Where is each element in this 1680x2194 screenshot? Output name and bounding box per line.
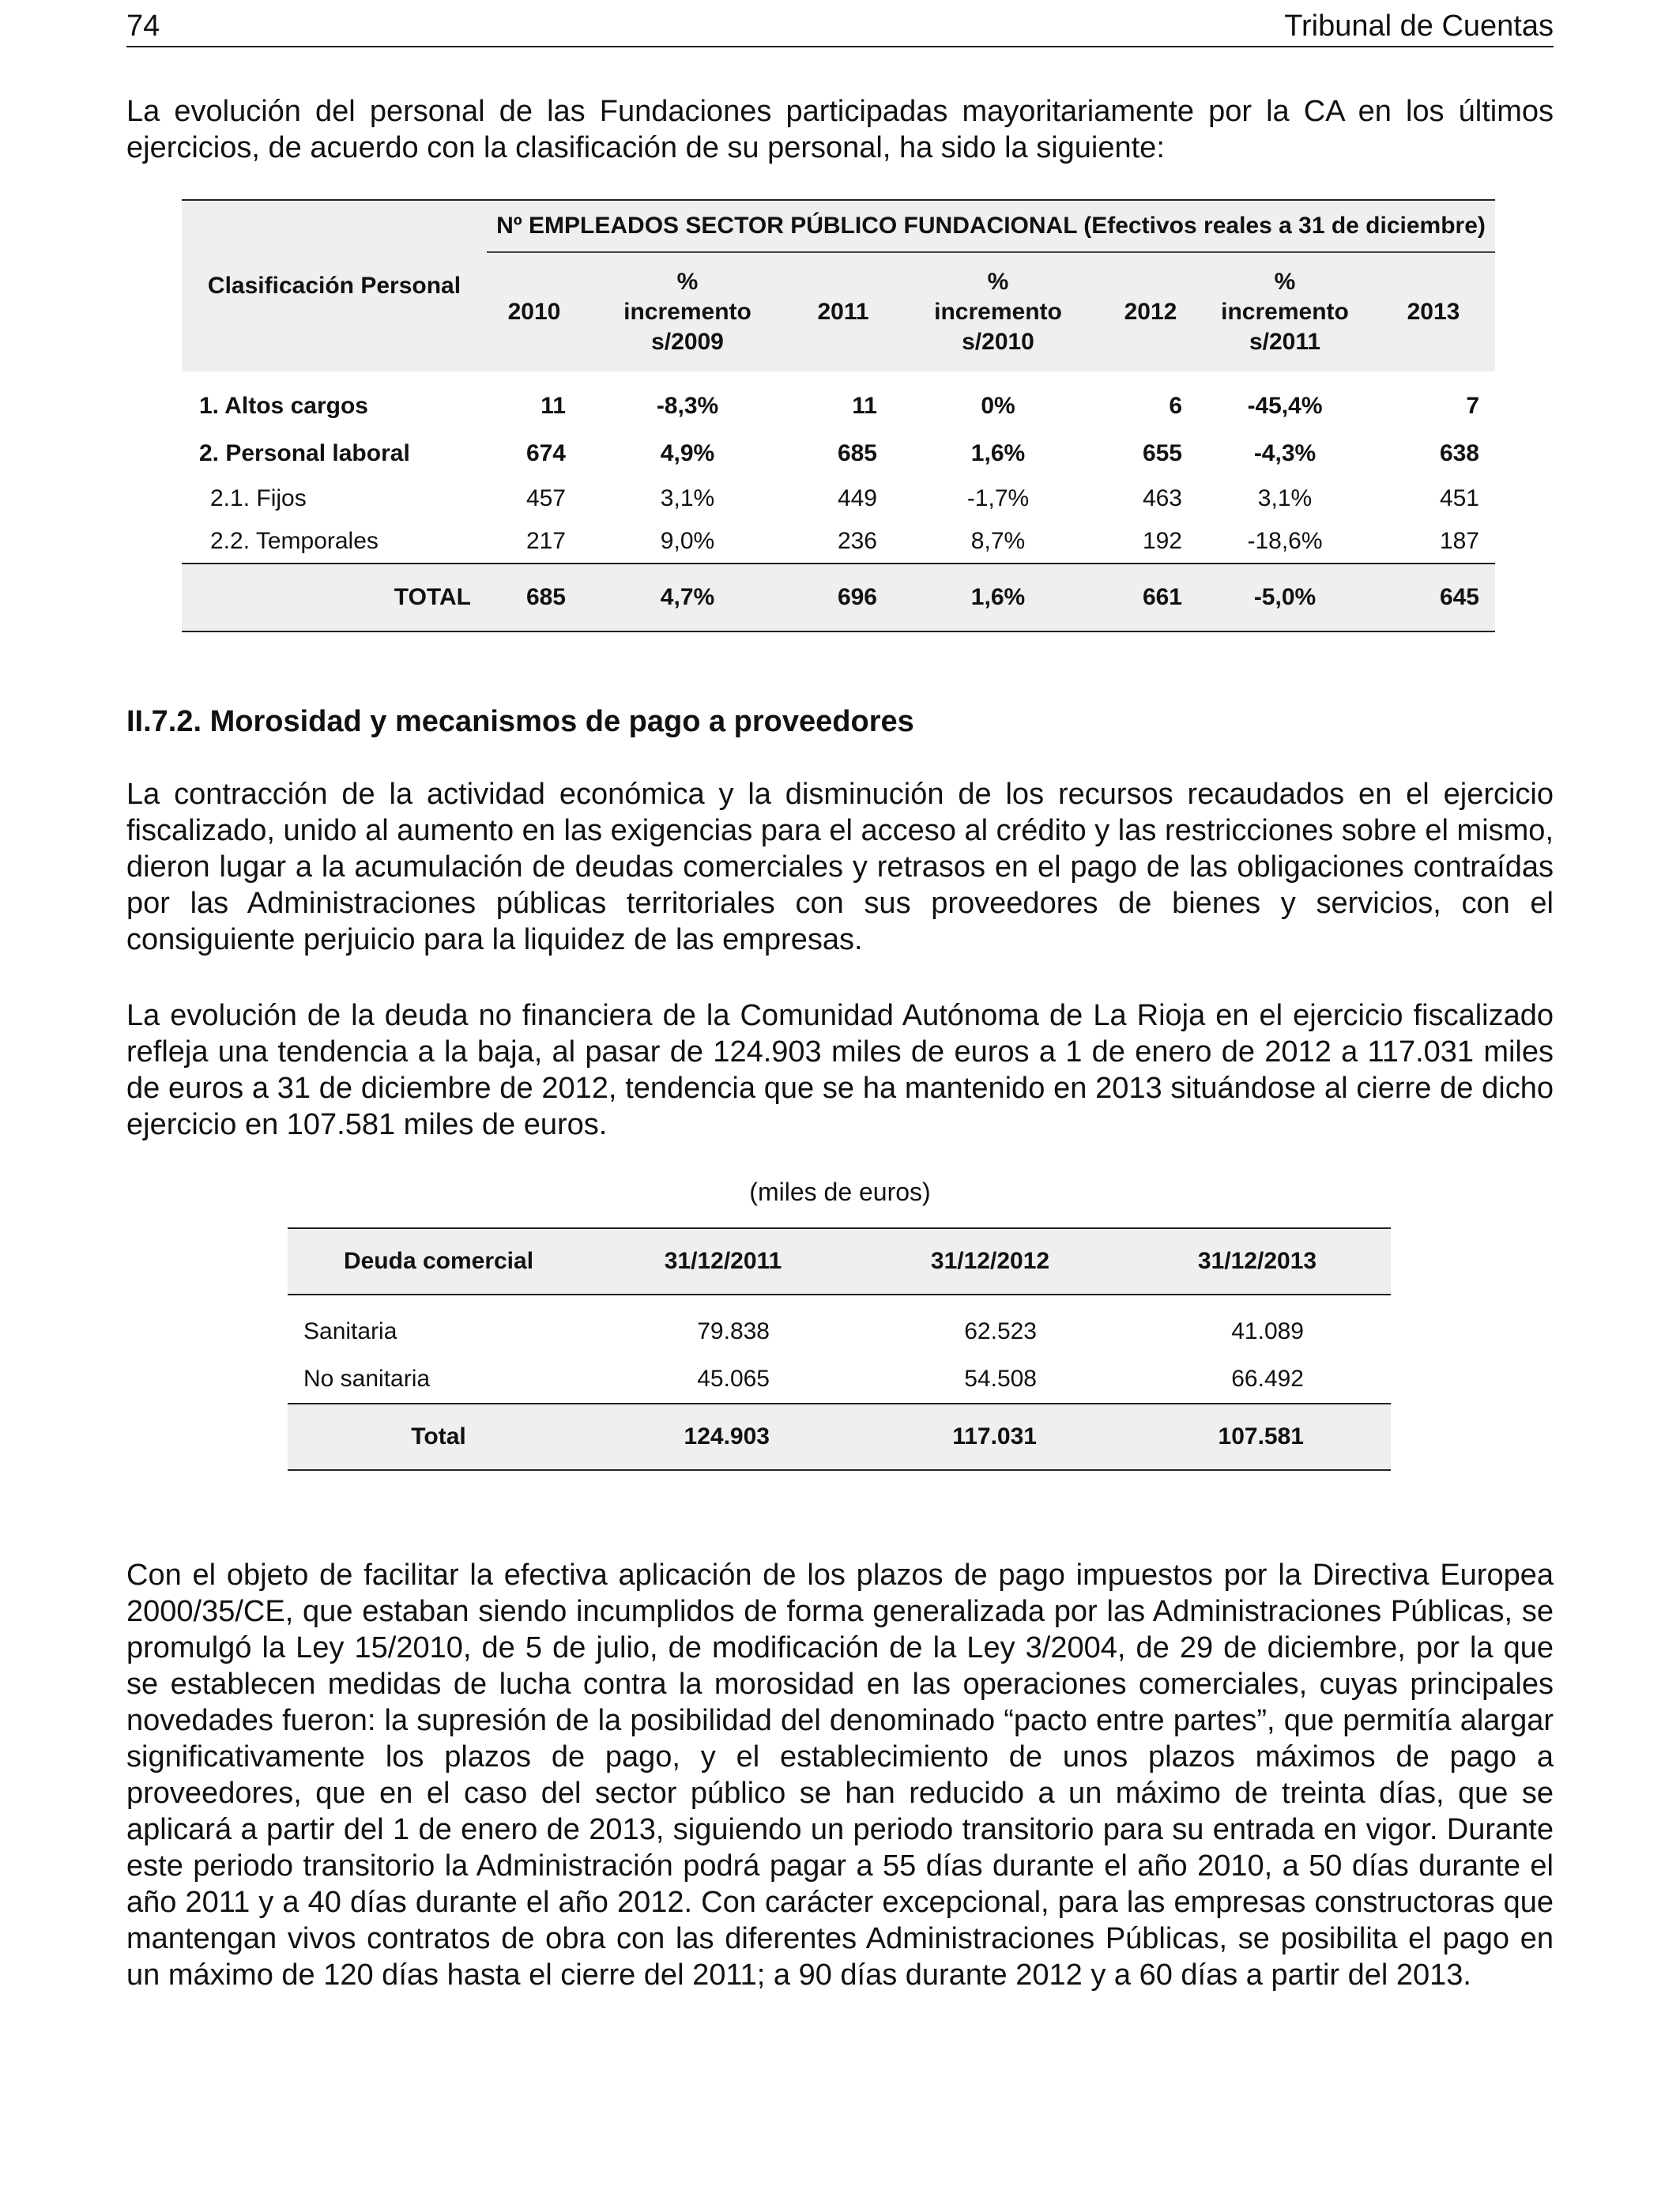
cell: -5,0% <box>1198 564 1372 631</box>
row-label: Total <box>288 1404 590 1470</box>
col-header: Deuda comercial <box>288 1228 590 1295</box>
paragraph-1: La contracción de la actividad económica y la disminución de los recursos recaudados en el ejercicio fiscalizado, unido al aumento en las exigencias para el acceso al crédito y las restricciones sobre el mismo, dieron lugar a la acumulación de deudas comerciales y retrasos en el pago de las obligaciones contraídas por las Administraciones públicas territoriales con sus proveedores de bienes y servicios, con el consiguiente perjuicio para la liquidez de las empresas. <box>126 778 1554 956</box>
cell: 41.089 <box>1231 1318 1304 1344</box>
col-header: % incremento s/2009 <box>623 269 751 355</box>
cell: 7 <box>1466 393 1479 419</box>
cell: 3,1% <box>660 485 715 511</box>
col-header: 2013 <box>1407 299 1460 325</box>
cell: 4,7% <box>582 564 793 631</box>
page-number: 74 <box>126 9 160 43</box>
cell: 655 <box>1142 440 1182 466</box>
cell: 107.581 <box>1124 1404 1391 1470</box>
cell: 3,1% <box>1257 485 1313 511</box>
cell: 192 <box>1142 528 1182 554</box>
cell: 4,9% <box>660 440 715 466</box>
table-row <box>182 371 1495 430</box>
page-header <box>126 6 1554 47</box>
cell: 645 <box>1372 564 1495 631</box>
cell: 124.903 <box>590 1404 857 1470</box>
cell: 449 <box>837 485 877 511</box>
cell: 696 <box>793 564 893 631</box>
col-header: % incremento s/2011 <box>1221 269 1349 355</box>
row-label: 2.2. Temporales <box>210 528 379 554</box>
cell: 1,6% <box>970 440 1026 466</box>
cell: 674 <box>525 440 566 466</box>
cell: 117.031 <box>857 1404 1124 1470</box>
cell: 236 <box>837 528 877 554</box>
col-header: 31/12/2011 <box>590 1228 857 1295</box>
table-row <box>182 520 1495 564</box>
cell: 457 <box>525 485 566 511</box>
row-label: No sanitaria <box>303 1366 431 1392</box>
cell: 9,0% <box>660 528 715 554</box>
col-header: 2012 <box>1124 299 1177 325</box>
cell: 0% <box>981 393 1015 419</box>
cell: -18,6% <box>1247 528 1323 554</box>
paragraph-3: Con el objeto de facilitar la efectiva aplicación de los plazos de pago impuestos por la Directiva Europea 2000/35/CE, que estaban siendo incumplidos de forma generalizada por las Administraciones Públicas, se promulgó la Ley 15/2010, de 5 de julio, de modificación de la Ley 3/2004, de 29 de diciembre, por la que se establecen medidas de lucha contra la morosidad en las operaciones comerciales, cuyas principales novedades fueron: la supresión de la posibilidad del denominado “pacto entre partes”, que permitía alargar significativamente los plazos de pago, y el establecimiento de unos plazos máximos de pago a proveedores, que en el caso del sector público se han reducido a un máximo de treinta días, que se aplicará a partir del 1 de enero de 2013, siguiendo un periodo transitorio para su entrada en vigor. Durante este periodo transitorio la Administración podrá pagar a 55 días durante el año 2010, a 50 días durante el año 2011 y a 40 días durante el año 2012. Con carácter excepcional, para las empresas constructoras que mantengan vivos contratos de obra con las diferentes Administraciones Públicas, se posibilita el pago en un máximo de 120 días hasta el cierre del 2011; a 90 días durante 2012 y a 60 días a partir del 2013. <box>126 1559 1554 1992</box>
table-row <box>182 477 1495 520</box>
cell: -8,3% <box>656 393 719 419</box>
paragraph-2: La evolución de la deuda no financiera de la Comunidad Autónoma de La Rioja en el ejercicio fiscalizado refleja una tendencia a la baja, al pasar de 124.903 miles de euros a 1 de enero de 2012 a 117.031 miles de euros a 31 de diciembre de 2012, tendencia que se ha mantenido en 2013 situándose al cierre de dicho ejercicio en 107.581 miles de euros. <box>126 999 1554 1141</box>
cell: 66.492 <box>1231 1366 1304 1392</box>
cell: 54.508 <box>964 1366 1037 1392</box>
table-row <box>288 1355 1391 1404</box>
cell: -4,3% <box>1253 440 1317 466</box>
col-header: 2011 <box>817 299 869 325</box>
row-label: 2.1. Fijos <box>210 485 307 511</box>
cell: 11 <box>541 393 566 419</box>
col-header: 2010 <box>507 299 561 325</box>
table-row <box>182 430 1495 477</box>
cell: 187 <box>1439 528 1479 554</box>
cell: 463 <box>1142 485 1182 511</box>
cell: 79.838 <box>697 1318 770 1344</box>
row-label: 1. Altos cargos <box>199 393 368 419</box>
cell: 1,6% <box>893 564 1103 631</box>
debt-table <box>288 1227 1391 1471</box>
cell: -1,7% <box>966 485 1030 511</box>
intro-paragraph: La evolución del personal de las Fundaciones participadas mayoritariamente por la CA en los últimos ejercicios, de acuerdo con la clasificación de su personal, ha sido la siguiente: <box>126 95 1554 164</box>
row-label: 2. Personal laboral <box>199 440 410 466</box>
row-label: Sanitaria <box>303 1318 397 1344</box>
employees-table <box>182 199 1495 632</box>
cell: 661 <box>1103 564 1198 631</box>
cell: 451 <box>1439 485 1479 511</box>
cell: 685 <box>837 440 877 466</box>
total-row <box>182 564 1495 631</box>
cell: 638 <box>1439 440 1479 466</box>
units-caption: (miles de euros) <box>749 1178 931 1206</box>
running-title: Tribunal de Cuentas <box>1284 9 1554 43</box>
cell: 62.523 <box>964 1318 1037 1344</box>
cell: 11 <box>852 393 877 419</box>
cell: 6 <box>1169 393 1182 419</box>
cell: -45,4% <box>1247 393 1323 419</box>
cell: 8,7% <box>970 528 1026 554</box>
row-label: TOTAL <box>182 564 487 631</box>
cell: 217 <box>525 528 566 554</box>
col-header: 31/12/2013 <box>1124 1228 1391 1295</box>
section-heading: II.7.2. Morosidad y mecanismos de pago a proveedores <box>126 705 914 738</box>
total-row <box>288 1404 1391 1470</box>
class-header: Clasificación Personal <box>207 273 461 299</box>
span-header: Nº EMPLEADOS SECTOR PÚBLICO FUNDACIONAL (Efectivos reales a 31 de diciembre) <box>487 200 1495 252</box>
col-header: 31/12/2012 <box>857 1228 1124 1295</box>
col-header: % incremento s/2010 <box>934 269 1062 355</box>
cell: 685 <box>487 564 582 631</box>
cell: 45.065 <box>697 1366 770 1392</box>
table-row <box>288 1295 1391 1355</box>
